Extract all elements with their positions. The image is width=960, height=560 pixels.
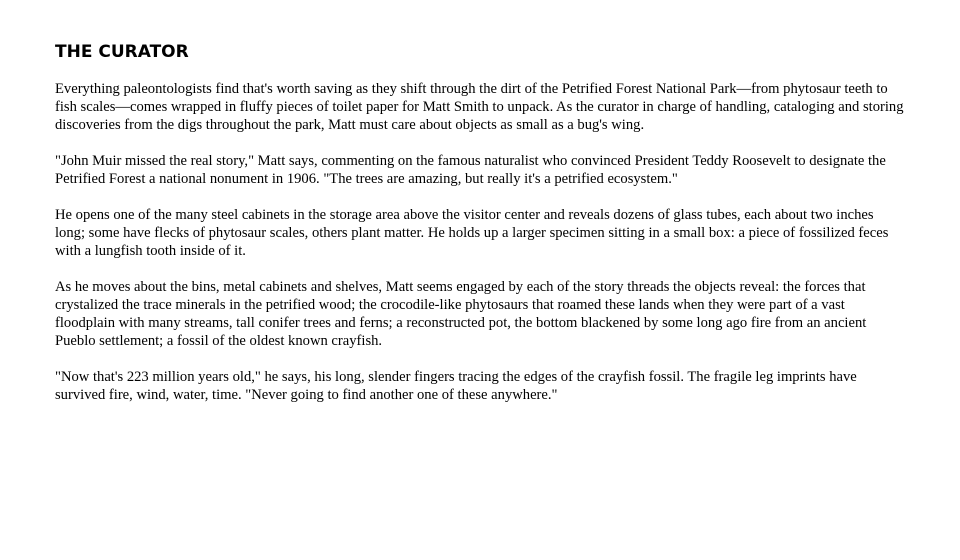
article-paragraph-4: As he moves about the bins, metal cabinets and shelves, Matt seems engaged by each of the story threads the objects reveal: the forces that crystalized the trace minerals in the petrified wood; the crocodile-like phytosaurs that roamed these lands when they were part of a vast floodplain with many streams, tall conifer trees and ferns; a reconstructed pot, the bottom blackened by some long ago fire from an ancient Pueblo settlement; a fossil of the oldest known crayfish. [55,279,867,349]
article-paragraph-3: He opens one of the many steel cabinets in the storage area above the visitor center and reveals dozens of glass tubes, each about two inches long; some have flecks of phytosaur scales, others plant matter. He holds up a larger specimen sitting in a small box: a piece of fossilized feces with a lungfish tooth inside of it. [55,207,889,259]
article-paragraph-1: Everything paleontologists find that's worth saving as they shift through the dirt of the Petrified Forest National Park—from phytosaur teeth to fish scales—comes wrapped in fluffy pieces of toilet paper for Matt Smith to unpack. As the curator in charge of handling, cataloging and storing discoveries from the digs throughout the park, Matt must care about objects as small as a bug's wing. [55,81,904,133]
article-paragraph-5: "Now that's 223 million years old," he says, his long, slender fingers tracing the edges of the crayfish fossil. The fragile leg imprints have survived fire, wind, water, time. "Never going to find another one of these anywhere." [55,369,857,403]
article-title: THE CURATOR [55,42,189,62]
article-paragraph-2: "John Muir missed the real story," Matt says, commenting on the famous naturalist who convinced President Teddy Roosevelt to designate the Petrified Forest a national nonument in 1906. "The trees are amazing, but really it's a petrified ecosystem." [55,153,886,187]
article [55,40,907,422]
